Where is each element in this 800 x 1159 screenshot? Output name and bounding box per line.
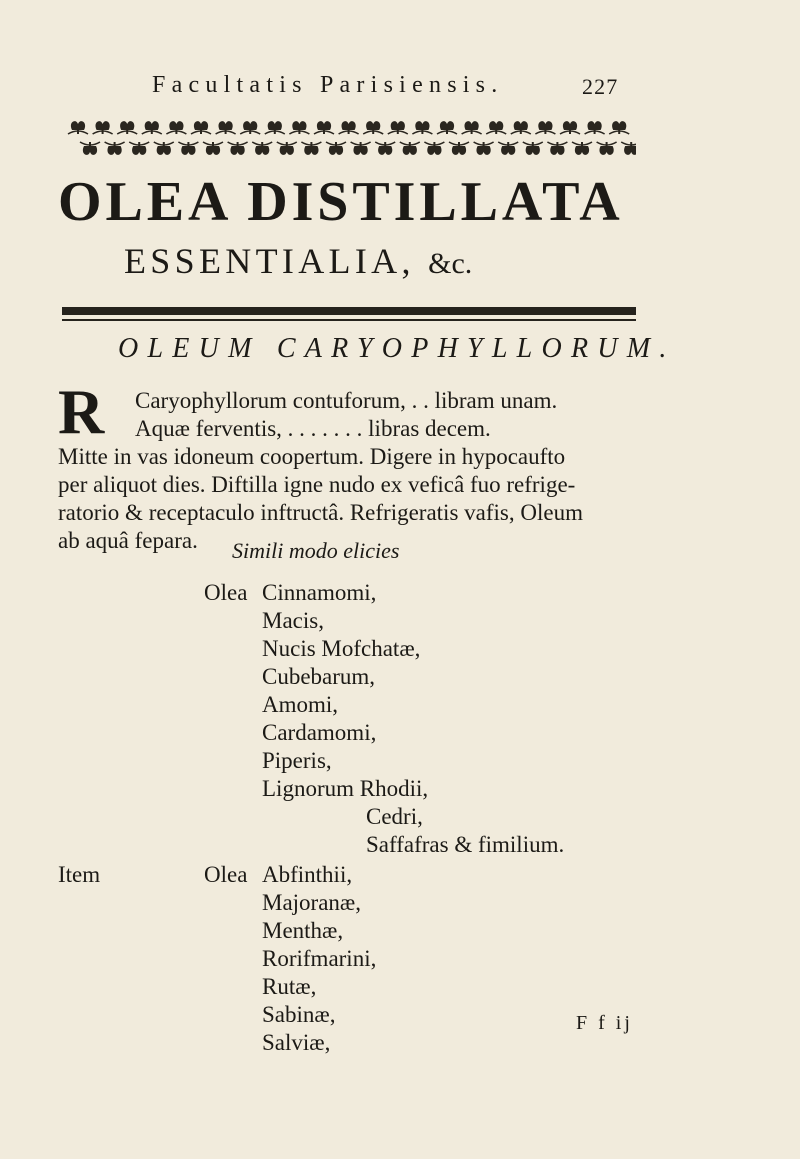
fleuron-icon — [68, 121, 88, 134]
list-item: Lignorum Rhodii, — [262, 776, 429, 801]
title-main: OLEA DISTILLATA — [58, 171, 624, 233]
fleuron-ornament-band — [66, 116, 636, 160]
fleuron-icon — [412, 121, 432, 134]
list-item: Rutæ, — [262, 974, 317, 999]
list-item: Cinnamomi, — [262, 580, 377, 605]
fleuron-icon — [326, 142, 346, 155]
fleuron-icon — [424, 142, 444, 155]
fleuron-icon — [289, 121, 309, 134]
fleuron-icon — [301, 142, 321, 155]
fleuron-icon — [252, 142, 272, 155]
heading-rule-thin — [62, 319, 636, 321]
recipe-line: Caryophyllorum contuforum, . . libram unam. — [135, 388, 558, 413]
recipe-mark: R — [58, 376, 105, 447]
fleuron-icon — [572, 142, 592, 155]
recipe-line: Aquæ ferventis, . . . . . . . libras decem. — [135, 416, 491, 441]
list-item: Cubebarum, — [262, 664, 376, 689]
list-two-prefix: Item — [58, 862, 101, 887]
fleuron-icon — [228, 142, 248, 155]
similar-heading: Simili modo elicies — [232, 538, 400, 563]
running-head: Facultatis Parisiensis. — [152, 72, 504, 98]
fleuron-icon — [240, 121, 260, 134]
list-item: Cedri, — [366, 804, 423, 829]
fleuron-icon — [80, 142, 100, 155]
page-number: 227 — [582, 74, 619, 99]
title-etc: &c. — [428, 247, 473, 280]
fleuron-icon — [117, 121, 137, 134]
list-item: Piperis, — [262, 748, 332, 773]
list-item: Amomi, — [262, 692, 339, 717]
fleuron-icon — [449, 142, 469, 155]
recipe-line: Mitte in vas idoneum coopertum. Digere in hypocaufto — [58, 444, 566, 469]
list-item: Saffafras & fimilium. — [366, 832, 565, 857]
recipe-line: ab aquâ fepara. — [58, 528, 198, 553]
list-two-lead: Olea — [204, 862, 248, 887]
fleuron-icon — [560, 121, 580, 134]
list-item: Salviæ, — [262, 1030, 331, 1055]
fleuron-icon — [523, 142, 543, 155]
fleuron-icon — [142, 121, 162, 134]
recipe-line: per aliquot dies. Diftilla igne nudo ex veficâ fuo refrige- — [58, 472, 576, 497]
fleuron-icon — [277, 142, 297, 155]
fleuron-icon — [486, 121, 506, 134]
fleuron-icon — [166, 121, 186, 134]
list-item: Menthæ, — [262, 918, 344, 943]
fleuron-icon — [400, 142, 420, 155]
list-item: Rorifmarini, — [262, 946, 377, 971]
fleuron-icon — [474, 142, 494, 155]
fleuron-icon — [437, 121, 457, 134]
fleuron-icon — [203, 142, 223, 155]
fleuron-icon — [314, 121, 334, 134]
fleuron-icon — [547, 142, 567, 155]
list-item: Abfinthii, — [262, 862, 353, 887]
fleuron-icon — [597, 142, 617, 155]
list-item: Nucis Mofchatæ, — [262, 636, 421, 661]
fleuron-icon — [375, 142, 395, 155]
fleuron-icon — [511, 121, 531, 134]
fleuron-icon — [191, 121, 211, 134]
fleuron-icon — [351, 142, 371, 155]
heading-rule-thick — [62, 307, 636, 315]
title-sub — [124, 240, 472, 282]
recipe-line: ratorio & receptaculo inftructâ. Refrigeratis vafis, Oleum — [58, 500, 583, 525]
fleuron-icon — [265, 121, 285, 134]
section-heading: OLEUM CARYOPHYLLORUM. — [118, 333, 676, 364]
list-item: Cardamomi, — [262, 720, 377, 745]
signature-mark: F f ij — [576, 1012, 633, 1034]
fleuron-icon — [535, 121, 555, 134]
fleuron-icon — [621, 142, 636, 155]
fleuron-icon — [216, 121, 236, 134]
fleuron-icon — [93, 121, 113, 134]
list-item: Sabinæ, — [262, 1002, 336, 1027]
fleuron-icon — [609, 121, 629, 134]
list-one-lead: Olea — [204, 580, 248, 605]
fleuron-icon — [498, 142, 518, 155]
fleuron-icon — [388, 121, 408, 134]
fleuron-icon — [339, 121, 359, 134]
list-item: Majoranæ, — [262, 890, 362, 915]
list-item: Macis, — [262, 608, 324, 633]
fleuron-icon — [462, 121, 482, 134]
fleuron-icon — [363, 121, 383, 134]
fleuron-icon — [178, 142, 198, 155]
fleuron-icon — [154, 142, 174, 155]
title-sub-text: ESSENTIALIA, — [124, 241, 415, 281]
fleuron-icon — [585, 121, 605, 134]
fleuron-icon — [105, 142, 125, 155]
fleuron-icon — [129, 142, 149, 155]
